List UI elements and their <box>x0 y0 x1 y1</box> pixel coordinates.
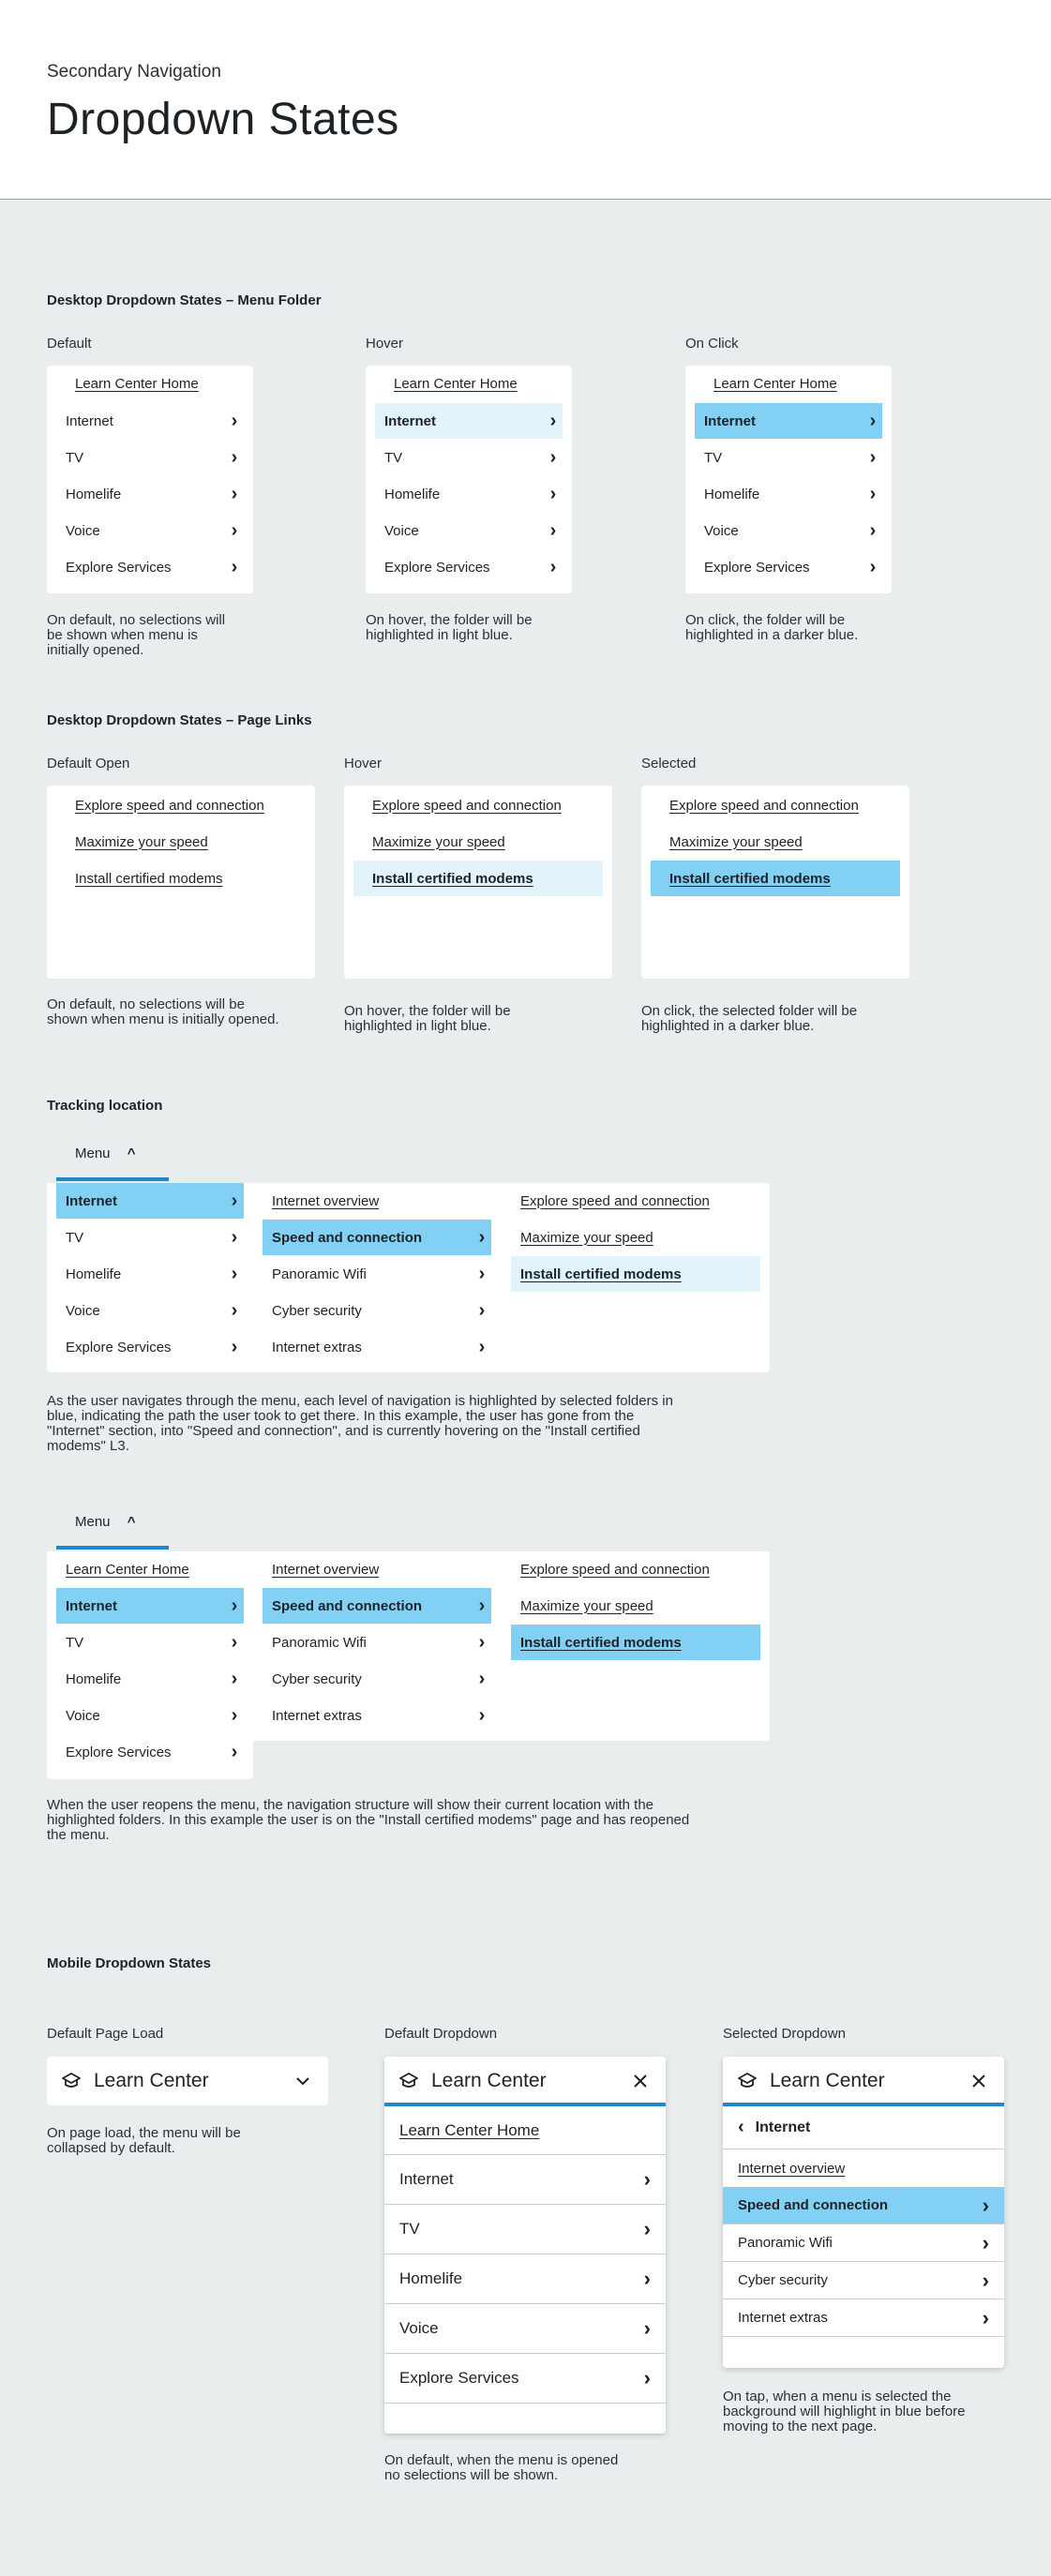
menu-item-label: Homelife <box>704 486 760 502</box>
chevron-right-icon: › <box>478 1705 486 1726</box>
chevron-right-icon: › <box>231 1705 238 1726</box>
mobile-item-explore-services[interactable] <box>384 2354 666 2404</box>
chevron-right-icon: › <box>231 1337 238 1357</box>
mobile-back-label: Internet <box>755 2119 811 2135</box>
menu-item-tv[interactable] <box>375 440 563 475</box>
mobile-header <box>384 2057 666 2105</box>
menu-item-label: Explore Services <box>66 559 172 576</box>
chevron-right-icon: › <box>982 2268 989 2292</box>
l3-link[interactable] <box>511 1588 760 1624</box>
page-link-label: Install certified modems <box>75 870 223 887</box>
folder-panel-click <box>685 366 892 593</box>
page-link[interactable] <box>651 861 900 896</box>
menu-item-label: Internet <box>384 412 437 429</box>
mobile-item-internet[interactable] <box>384 2155 666 2205</box>
chevron-up-icon: ^ <box>127 1146 136 1161</box>
chevron-right-icon: › <box>982 2230 989 2254</box>
mobile-item-label: Voice <box>399 2319 439 2337</box>
page-link[interactable] <box>56 861 306 896</box>
mobile-header-title: Learn Center <box>94 2070 209 2091</box>
menu-item-label: Voice <box>66 522 100 539</box>
folder-panel-default <box>47 366 253 593</box>
l1-item-tv[interactable] <box>56 1220 244 1255</box>
mobile-sub-overview[interactable] <box>723 2149 1004 2187</box>
page-link-label: Maximize your speed <box>669 833 803 850</box>
menu-item-homelife[interactable] <box>695 476 882 512</box>
mobile-item-label: Internet <box>399 2170 454 2188</box>
page-link-label: Explore speed and connection <box>520 1561 710 1578</box>
chevron-right-icon: › <box>549 411 557 431</box>
page-link-label: Maximize your speed <box>372 833 505 850</box>
chevron-right-icon: › <box>478 1337 486 1357</box>
menu-item-label: Homelife <box>384 486 441 502</box>
l1-item-internet[interactable] <box>56 1588 244 1624</box>
mobile-sub-label: Internet overview <box>738 2160 846 2177</box>
caption-tracking-1: As the user navigates through the menu, each level of navigation is highlighted by selected folders in blue, indicating the path the user took to get there. In this example, the user has gone from the "Internet" section, into "Speed and connection", and is currently hovering on the "Install certified modems" L3. <box>47 1393 673 1454</box>
chevron-right-icon: › <box>869 484 877 504</box>
chevron-right-icon: › <box>231 1264 238 1284</box>
mobile-sub-label: Speed and connection <box>738 2197 889 2213</box>
menu-item-label: Cyber security <box>272 1302 362 1319</box>
page-link[interactable] <box>651 787 900 823</box>
chevron-right-icon: › <box>231 1191 238 1211</box>
chevron-right-icon: › <box>549 484 557 504</box>
caption-mobile-load: On page load, the menu will be collapsed by default. <box>47 2125 241 2156</box>
menu-item-label: Internet <box>66 1597 118 1614</box>
mobile-sub-label: Internet extras <box>738 2310 828 2326</box>
page-link[interactable] <box>651 824 900 860</box>
page-link-label: Install certified modems <box>520 1634 682 1651</box>
folder-panel-hover <box>366 366 572 593</box>
section-title-menu-folder: Desktop Dropdown States – Menu Folder <box>47 292 322 308</box>
mobile-item-homelife[interactable] <box>384 2254 666 2304</box>
caption-links-hover: On hover, the folder will be highlighted in light blue. <box>344 1003 511 1034</box>
home-link-label: Learn Center Home <box>394 375 518 392</box>
l3-link[interactable] <box>511 1183 760 1219</box>
mobile-header-title: Learn Center <box>770 2070 885 2091</box>
caption-folder-click: On click, the folder will be highlighted in a darker blue. <box>685 612 859 643</box>
mobile-home-label: Learn Center Home <box>399 2120 540 2139</box>
mobile-dropdown-selected <box>723 2057 1004 2368</box>
home-link[interactable] <box>366 366 572 401</box>
menu-item-label: TV <box>384 449 403 466</box>
menu-item-label: TV <box>66 1634 84 1651</box>
close-icon[interactable] <box>970 2073 987 2089</box>
l2-item-speed[interactable] <box>263 1588 491 1624</box>
menu-item-label: Homelife <box>66 1266 122 1282</box>
mobile-sub-wifi[interactable] <box>723 2224 1004 2262</box>
chevron-right-icon: › <box>231 520 238 541</box>
menu-item-label: Explore Services <box>704 559 810 576</box>
chevron-right-icon: › <box>478 1595 486 1616</box>
menu-item-explore-services[interactable] <box>695 549 882 585</box>
menu-item-label: Panoramic Wifi <box>272 1266 367 1282</box>
menu-item-label: Internet <box>66 412 113 429</box>
menu-item-homelife[interactable] <box>56 476 244 512</box>
menu-item-label: Homelife <box>66 486 122 502</box>
menu-item-tv[interactable] <box>56 440 244 475</box>
state-label-selected: Selected <box>641 756 697 771</box>
menu-item-label: Voice <box>66 1302 100 1319</box>
menu-item-label: Internet overview <box>272 1561 380 1578</box>
l3-link[interactable] <box>511 1551 760 1587</box>
page-link-label: Maximize your speed <box>520 1597 653 1614</box>
state-label-click: On Click <box>685 336 739 352</box>
learn-center-icon <box>60 2070 83 2092</box>
chevron-right-icon: › <box>478 1669 486 1689</box>
l2-item-extras[interactable] <box>263 1329 491 1365</box>
mobile-item-label: Explore Services <box>399 2369 519 2387</box>
section-title-page-links: Desktop Dropdown States – Page Links <box>47 712 312 728</box>
page-link-label: Explore speed and connection <box>669 797 859 814</box>
menu-item-label: Voice <box>384 522 419 539</box>
l2-item-extras[interactable] <box>263 1698 491 1733</box>
menu-toggle[interactable] <box>75 1146 135 1161</box>
chevron-right-icon: › <box>549 557 557 577</box>
chevron-right-icon: › <box>231 484 238 504</box>
page-link-label: Explore speed and connection <box>520 1192 710 1209</box>
chevron-right-icon: › <box>869 411 877 431</box>
l2-item-wifi[interactable] <box>263 1256 491 1292</box>
l1-item-explore-services[interactable] <box>56 1329 244 1365</box>
l1-item-explore-services[interactable] <box>56 1734 244 1770</box>
chevron-right-icon: › <box>231 1595 238 1616</box>
menu-active-bar <box>56 1546 169 1550</box>
state-label-dropdown: Default Dropdown <box>384 2026 498 2042</box>
l2-item-cyber[interactable] <box>263 1293 491 1328</box>
learn-center-icon <box>398 2070 420 2092</box>
menu-item-label: Cyber security <box>272 1670 362 1687</box>
menu-item-voice[interactable] <box>695 513 882 548</box>
l2-item-cyber[interactable] <box>263 1661 491 1697</box>
menu-item-voice[interactable] <box>56 513 244 548</box>
mobile-header-title: Learn Center <box>431 2070 547 2091</box>
menu-item-label: Homelife <box>66 1670 122 1687</box>
menu-item-label: TV <box>66 1229 84 1246</box>
caption-folder-hover: On hover, the folder will be highlighted in light blue. <box>366 612 533 643</box>
caption-mobile-selected: On tap, when a menu is selected the background will highlight in blue before moving to the next page. <box>723 2389 966 2434</box>
chevron-right-icon: › <box>643 2167 651 2191</box>
mobile-sub-speed[interactable] <box>723 2187 1004 2224</box>
mobile-home-link[interactable] <box>384 2106 666 2155</box>
chevron-right-icon: › <box>643 2316 651 2340</box>
menu-item-explore-services[interactable] <box>56 549 244 585</box>
menu-item-internet[interactable] <box>56 403 244 439</box>
l1-item-tv[interactable] <box>56 1625 244 1660</box>
page-link[interactable] <box>353 787 603 823</box>
page-link-label: Install certified modems <box>372 870 533 887</box>
chevron-right-icon: › <box>643 2267 651 2290</box>
section-title-tracking: Tracking location <box>47 1098 163 1114</box>
page-eyebrow: Secondary Navigation <box>47 62 221 82</box>
caption-tracking-2: When the user reopens the menu, the navigation structure will show their current location with the highlighted folders. In this example the user is on the "Install certified modems" page and has reopened the menu. <box>47 1797 690 1843</box>
menu-item-label: Explore Services <box>384 559 490 576</box>
caption-mobile-dropdown: On default, when the menu is opened no selections will be shown. <box>384 2452 619 2483</box>
chevron-right-icon: › <box>982 2193 989 2217</box>
page-link[interactable] <box>353 861 603 896</box>
links-panel-hover <box>344 786 612 979</box>
l2-item-overview[interactable] <box>263 1183 491 1219</box>
menu-item-label: Panoramic Wifi <box>272 1634 367 1651</box>
page-link-label: Install certified modems <box>669 870 831 887</box>
state-label-default: Default <box>47 336 92 352</box>
l1-item-homelife[interactable] <box>56 1661 244 1697</box>
menu-active-bar <box>56 1177 169 1181</box>
home-link-label: Learn Center Home <box>713 375 837 392</box>
mobile-sub-label: Panoramic Wifi <box>738 2235 833 2251</box>
menu-item-label: Voice <box>66 1707 100 1724</box>
chevron-right-icon: › <box>478 1632 486 1653</box>
menu-toggle[interactable] <box>75 1514 135 1530</box>
page-link-label: Explore speed and connection <box>75 797 264 814</box>
home-link[interactable] <box>685 366 892 401</box>
chevron-left-icon: ‹ <box>738 2117 744 2137</box>
menu-item-label: TV <box>704 449 723 466</box>
page-link-label: Maximize your speed <box>75 833 208 850</box>
caption-folder-default: On default, no selections will be shown when menu is initially opened. <box>47 612 226 658</box>
menu-item-voice[interactable] <box>375 513 563 548</box>
caption-links-selected: On click, the selected folder will be highlighted in a darker blue. <box>641 1003 858 1034</box>
state-label-selected-dropdown: Selected Dropdown <box>723 2026 846 2042</box>
menu-item-tv[interactable] <box>695 440 882 475</box>
chevron-right-icon: › <box>231 557 238 577</box>
page-title: Dropdown States <box>47 95 399 144</box>
l2-item-speed[interactable] <box>263 1220 491 1255</box>
state-label-hover: Hover <box>344 756 383 771</box>
home-link-label: Learn Center Home <box>66 1561 189 1578</box>
chevron-right-icon: › <box>643 2217 651 2240</box>
caption-links-default: On default, no selections will be shown when menu is initially opened. <box>47 996 279 1027</box>
home-link[interactable] <box>56 1551 244 1587</box>
mobile-header <box>723 2057 1004 2105</box>
tracking-menu-1 <box>47 1183 770 1372</box>
menu-item-label: Voice <box>704 522 739 539</box>
page-link[interactable] <box>353 824 603 860</box>
menu-item-label: Speed and connection <box>272 1229 423 1246</box>
menu-item-label: Internet <box>66 1192 118 1209</box>
page-link[interactable] <box>56 824 306 860</box>
menu-item-homelife[interactable] <box>375 476 563 512</box>
menu-item-label: TV <box>66 449 84 466</box>
menu-item-label: Internet overview <box>272 1192 380 1209</box>
menu-item-label: Explore Services <box>66 1339 172 1355</box>
chevron-right-icon: › <box>549 447 557 468</box>
chevron-right-icon: › <box>231 1669 238 1689</box>
menu-toggle-label: Menu <box>75 1146 111 1161</box>
chevron-right-icon: › <box>478 1300 486 1321</box>
mobile-collapsed-menu[interactable] <box>47 2057 328 2105</box>
chevron-right-icon: › <box>869 520 877 541</box>
section-title-mobile: Mobile Dropdown States <box>47 1955 212 1971</box>
close-icon[interactable] <box>632 2073 649 2089</box>
mobile-back-button[interactable] <box>723 2106 1004 2149</box>
l1-item-voice[interactable] <box>56 1698 244 1733</box>
chevron-right-icon: › <box>869 557 877 577</box>
home-link-label: Learn Center Home <box>75 375 199 392</box>
mobile-dropdown-default <box>384 2057 666 2434</box>
state-label-default-open: Default Open <box>47 756 130 771</box>
menu-item-explore-services[interactable] <box>375 549 563 585</box>
menu-item-label: Speed and connection <box>272 1597 423 1614</box>
learn-center-icon <box>736 2070 758 2092</box>
chevron-right-icon: › <box>982 2305 989 2329</box>
home-link[interactable] <box>47 366 253 401</box>
l3-link-selected[interactable] <box>511 1625 760 1660</box>
chevron-right-icon: › <box>231 1742 238 1762</box>
page-link-label: Explore speed and connection <box>372 797 562 814</box>
chevron-right-icon: › <box>231 1300 238 1321</box>
links-panel-selected <box>641 786 909 979</box>
page-link-label: Install certified modems <box>520 1266 682 1282</box>
page-header <box>0 0 1051 200</box>
chevron-right-icon: › <box>478 1264 486 1284</box>
mobile-sub-extras[interactable] <box>723 2299 1004 2337</box>
menu-item-label: Internet extras <box>272 1339 362 1355</box>
l1-item-internet[interactable] <box>56 1183 244 1219</box>
mobile-header <box>47 2057 328 2105</box>
l3-link-hover[interactable] <box>511 1256 760 1292</box>
l1-item-homelife[interactable] <box>56 1256 244 1292</box>
chevron-down-icon <box>294 2073 311 2089</box>
mobile-item-voice[interactable] <box>384 2304 666 2354</box>
mobile-item-label: TV <box>399 2220 420 2238</box>
l1-item-voice[interactable] <box>56 1293 244 1328</box>
chevron-right-icon: › <box>231 411 238 431</box>
mobile-sub-label: Cyber security <box>738 2272 828 2288</box>
chevron-right-icon: › <box>478 1227 486 1248</box>
menu-item-internet[interactable] <box>695 403 882 439</box>
menu-item-label: Internet extras <box>272 1707 362 1724</box>
chevron-right-icon: › <box>231 447 238 468</box>
page-link[interactable] <box>56 787 306 823</box>
mobile-item-label: Homelife <box>399 2269 463 2287</box>
menu-item-internet[interactable] <box>375 403 563 439</box>
tracking-menu-2-l1 <box>47 1551 253 1779</box>
mobile-item-tv[interactable] <box>384 2205 666 2254</box>
l2-item-wifi[interactable] <box>263 1625 491 1660</box>
state-label-hover: Hover <box>366 336 404 352</box>
l3-link[interactable] <box>511 1220 760 1255</box>
menu-item-label: Internet <box>704 412 757 429</box>
l2-item-overview[interactable] <box>263 1551 491 1587</box>
mobile-sub-cyber[interactable] <box>723 2262 1004 2299</box>
menu-toggle-label: Menu <box>75 1514 111 1530</box>
chevron-right-icon: › <box>869 447 877 468</box>
chevron-right-icon: › <box>643 2366 651 2389</box>
chevron-up-icon: ^ <box>127 1514 136 1530</box>
state-label-page-load: Default Page Load <box>47 2026 164 2042</box>
chevron-right-icon: › <box>231 1227 238 1248</box>
links-panel-default <box>47 786 315 979</box>
menu-item-label: Explore Services <box>66 1744 172 1760</box>
page-link-label: Maximize your speed <box>520 1229 653 1246</box>
chevron-right-icon: › <box>231 1632 238 1653</box>
chevron-right-icon: › <box>549 520 557 541</box>
